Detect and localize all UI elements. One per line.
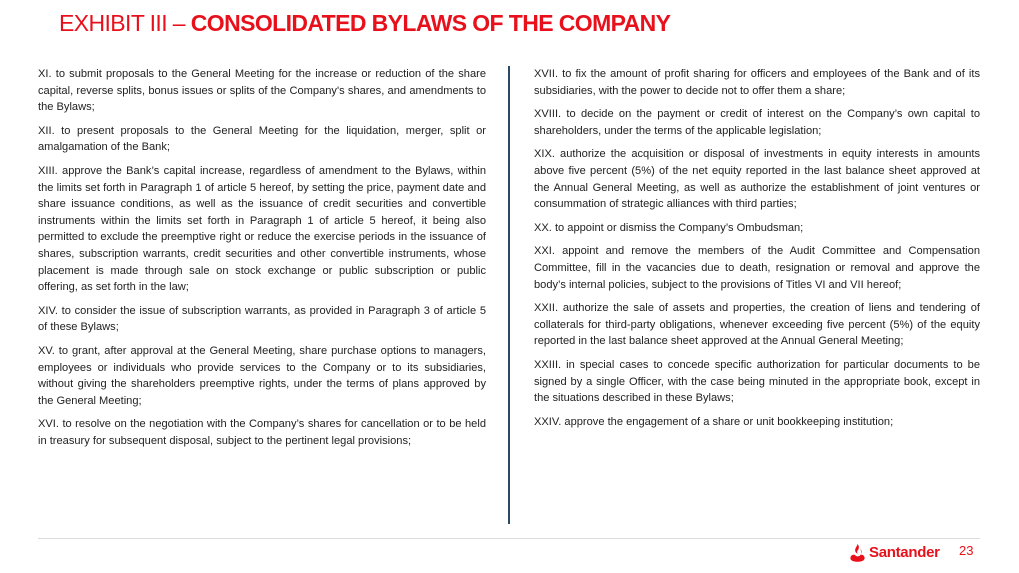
title-main: CONSOLIDATED BYLAWS OF THE COMPANY: [190, 10, 671, 36]
clause-xiii: XIII. approve the Bank’s capital increase, regardless of amendment to the Bylaws, within the limits set forth in Paragraph 1 of article 5 hereof, by setting the price, payment date and share issuance conditions, as well as the issuance of credit securities and convertible instruments within the limits set forth in Paragraph 1 of article 5 hereof, it being also permitted to exclude the preemptive right or reduce the exercise periods in the issuance of shares, subscription warrants, credit securities and other convertible instruments, whose placement is made through sale on stock exchange or public subscription or public offering, as set forth in the law;: [38, 164, 486, 294]
clause-xiv: XIV. to consider the issue of subscription warrants, as provided in Paragraph 3 of article 5 of these Bylaws;: [38, 304, 486, 334]
left-column: [38, 66, 486, 456]
right-column: [534, 66, 980, 437]
title-prefix: EXHIBIT III –: [59, 10, 191, 36]
clause-xi: XI. to submit proposals to the General Meeting for the increase or reduction of the share capital, reverse splits, bonus issues or splits of the Company's shares, and amendments to the Bylaws;: [38, 68, 486, 114]
clause-xxi: XXI. appoint and remove the members of the Audit Committee and Compensation Committee, fill in the vacancies due to death, resignation or removal and approve the body’s internal policies, subject to the provisions of Titles VI and VII hereof;: [534, 245, 980, 291]
column-divider: [508, 66, 510, 524]
clause-xxiv: XXIV. approve the engagement of a share or unit bookkeeping institution;: [534, 415, 894, 428]
clause-xvii: XVII. to fix the amount of profit sharing for officers and employees of the Bank and of its subsidiaries, with the power to decide not to offer them a share;: [534, 68, 980, 97]
clause-xxiii: XXIII. in special cases to concede specific authorization for particular documents to be signed by a single Officer, with the case being minuted in the appropriate book, except in the situations described in these Bylaws;: [534, 358, 980, 405]
santander-flame-icon: [849, 543, 866, 562]
page-number: 23: [959, 543, 974, 558]
page-title: [59, 10, 670, 37]
clause-xvi: XVI. to resolve on the negotiation with the Company’s shares for cancellation or to be held in treasury for subsequent disposal, subject to the pertinent legal provisions;: [38, 418, 486, 447]
brand-name: Santander: [869, 543, 940, 561]
clause-xix: XIX. authorize the acquisition or disposal of investments in equity interests in amounts above five percent (5%) of the net equity reported in the last balance sheet approved at the Annual General Meeting, as well as authorize the establishment of joint ventures or consummation of strategic alliances with third parties;: [534, 148, 980, 211]
footer-rule: [38, 538, 980, 539]
brand-logo: [849, 542, 940, 562]
clause-xii: XII. to present proposals to the General Meeting for the liquidation, merger, split or amalgamation of the Bank;: [38, 124, 486, 154]
clause-xv: XV. to grant, after approval at the General Meeting, share purchase options to managers, employees or individuals who provide services to the Company or to its subsidiaries, without giving the shareholders preemptive rights, under the terms of plans approved by the General Meeting;: [38, 344, 486, 407]
clause-xx: XX. to appoint or dismiss the Company’s Ombudsman;: [534, 221, 804, 234]
clause-xxii: XXII. authorize the sale of assets and properties, the creation of liens and tendering of collaterals for third-party obligations, whenever exceeding five percent (5%) of the equity reported in the last balance sheet approved at the Annual General Meeting;: [534, 302, 980, 348]
clause-xviii: XVIII. to decide on the payment or credit of interest on the Company’s own capital to shareholders, under the terms of the applicable legislation;: [534, 108, 980, 137]
